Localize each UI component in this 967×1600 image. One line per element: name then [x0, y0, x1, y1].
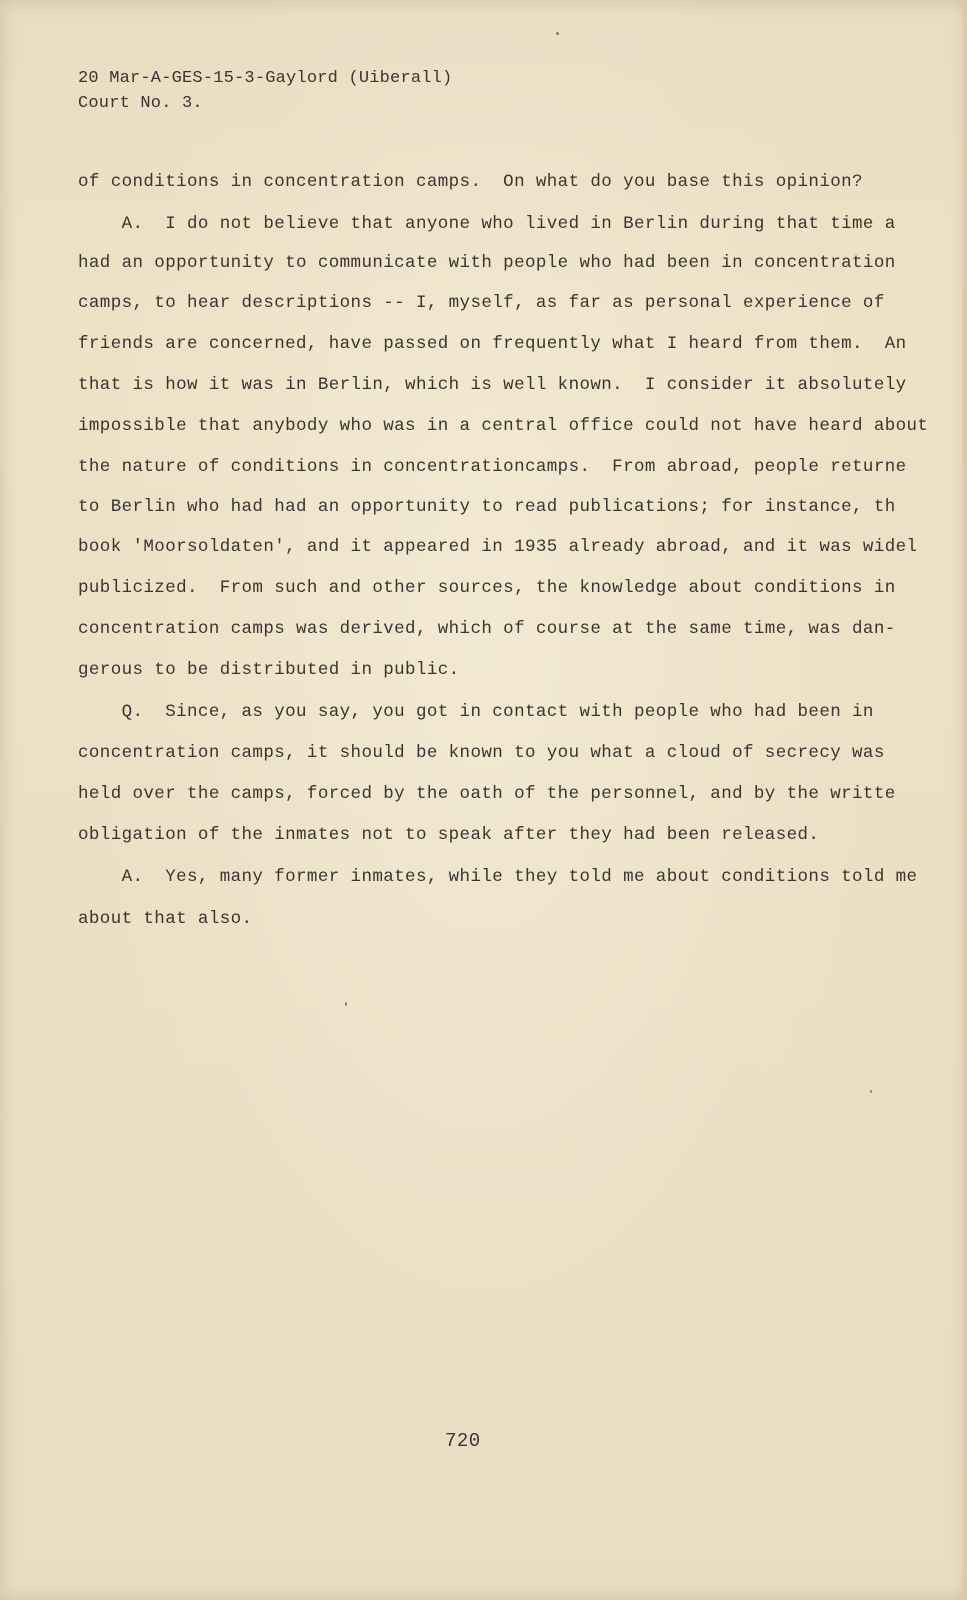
- body-line: impossible that anybody who was in a central office could not have heard about: [78, 416, 929, 436]
- body-line: A. Yes, many former inmates, while they told me about conditions told me: [78, 867, 918, 887]
- body-line: gerous to be distributed in public.: [78, 660, 460, 680]
- body-line: held over the camps, forced by the oath of the personnel, and by the writte: [78, 784, 896, 804]
- body-line: to Berlin who had had an opportunity to read publications; for instance, th: [78, 497, 896, 517]
- header-court-number: Court No. 3.: [78, 94, 203, 113]
- body-line: concentration camps was derived, which of course at the same time, was dan-: [78, 619, 896, 639]
- body-line: that is how it was in Berlin, which is well known. I consider it absolutely: [78, 375, 907, 395]
- body-line: book 'Moorsoldaten', and it appeared in 1935 already abroad, and it was widel: [78, 537, 918, 557]
- header-case-reference: 20 Mar-A-GES-15-3-Gaylord (Uiberall): [78, 69, 453, 88]
- page-edge: [963, 0, 967, 1600]
- body-line: obligation of the inmates not to speak after they had been released.: [78, 825, 820, 845]
- body-line: publicized. From such and other sources, the knowledge about conditions in: [78, 578, 896, 598]
- body-line: the nature of conditions in concentrationcamps. From abroad, people returne: [78, 457, 907, 477]
- body-line: concentration camps, it should be known to you what a cloud of secrecy was: [78, 743, 885, 763]
- paper-speck: [556, 32, 559, 35]
- body-line: of conditions in concentration camps. On what do you base this opinion?: [78, 172, 863, 192]
- body-line: about that also.: [78, 909, 253, 929]
- paper-speck: [345, 1002, 347, 1006]
- page-number: 720: [445, 1430, 481, 1452]
- paper-speck: [870, 1090, 872, 1093]
- document-header: [78, 66, 452, 116]
- body-line: Q. Since, as you say, you got in contact with people who had been in: [78, 702, 874, 722]
- body-line: had an opportunity to communicate with people who had been in concentration: [78, 253, 896, 273]
- body-line: friends are concerned, have passed on frequently what I heard from them. An: [78, 334, 907, 354]
- body-line: A. I do not believe that anyone who lived in Berlin during that time a: [78, 214, 896, 234]
- body-line: camps, to hear descriptions -- I, myself, as far as personal experience of: [78, 293, 885, 313]
